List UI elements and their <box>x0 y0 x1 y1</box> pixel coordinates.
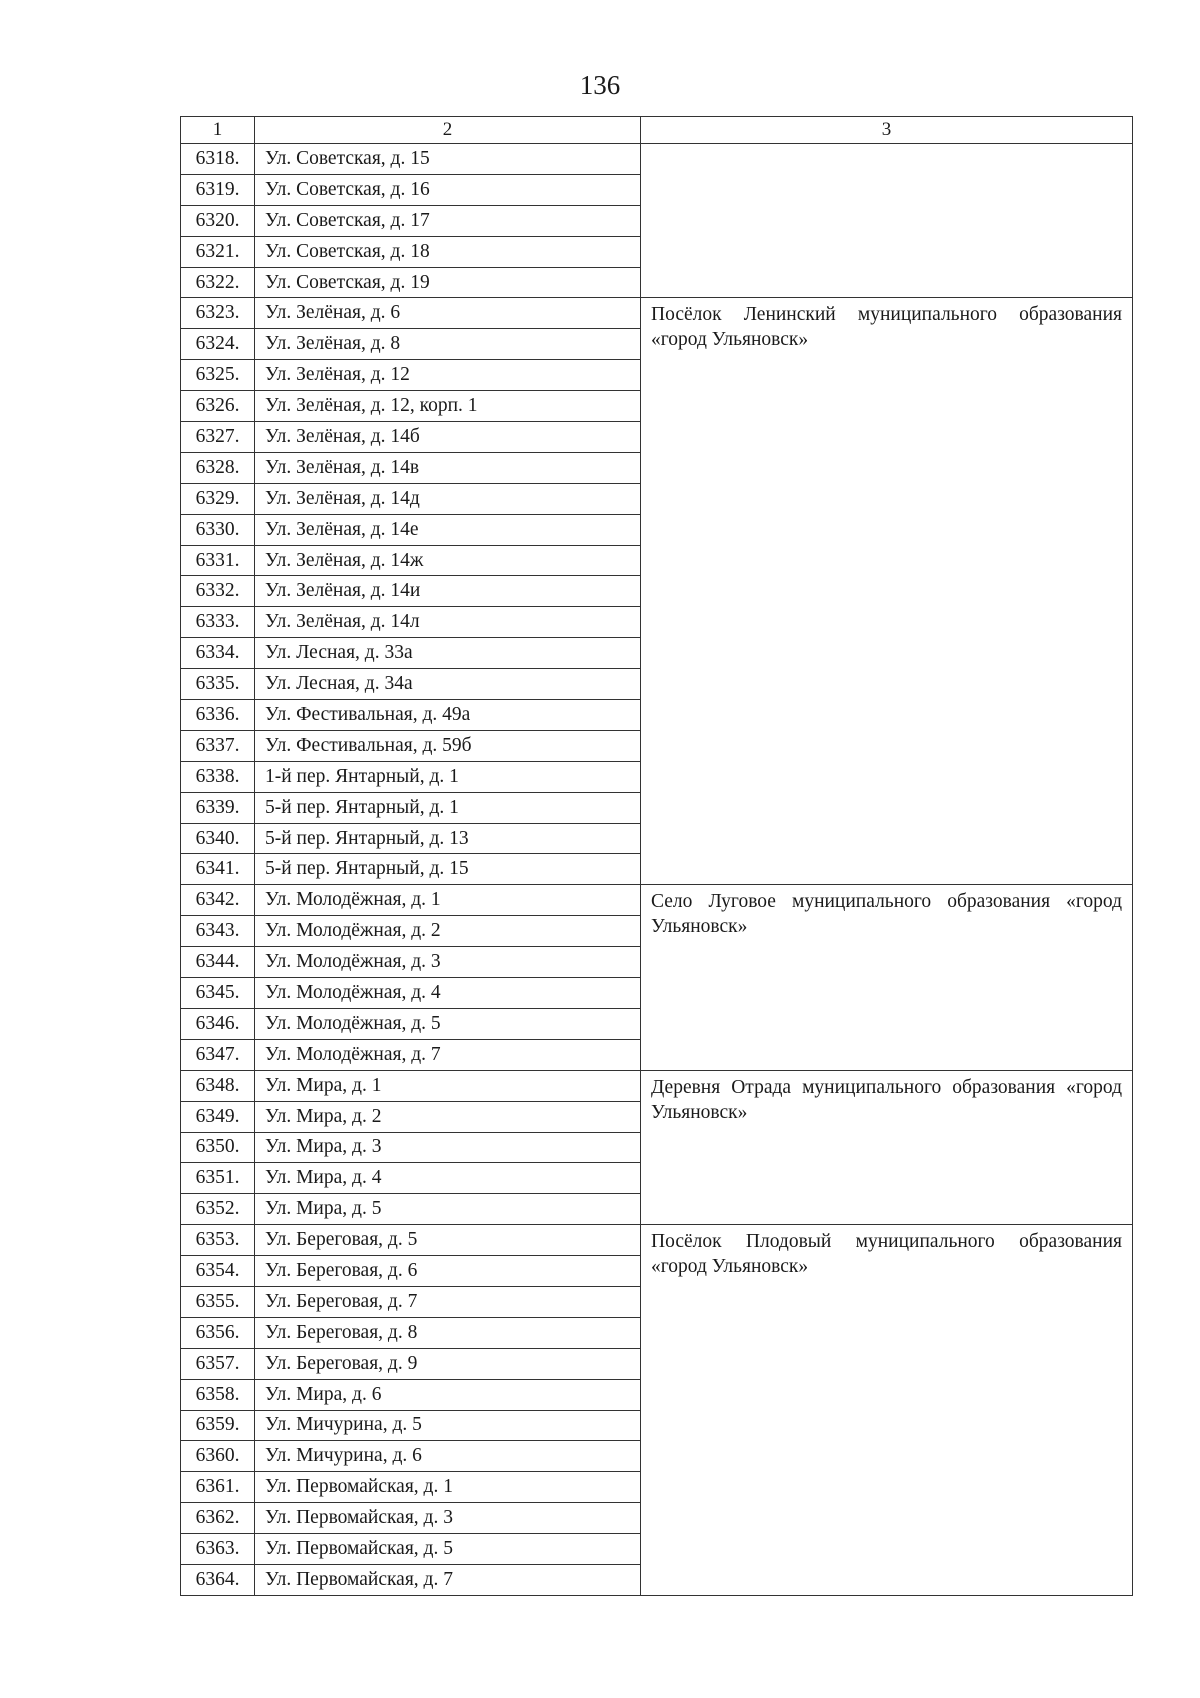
row-address: Ул. Лесная, д. 33а <box>255 638 641 669</box>
row-address: 1-й пер. Янтарный, д. 1 <box>255 761 641 792</box>
row-number: 6340. <box>181 823 255 854</box>
row-number: 6328. <box>181 452 255 483</box>
row-number: 6321. <box>181 236 255 267</box>
table-row <box>181 1225 1133 1256</box>
row-number: 6349. <box>181 1101 255 1132</box>
row-address: 5-й пер. Янтарный, д. 13 <box>255 823 641 854</box>
row-number: 6338. <box>181 761 255 792</box>
settlement-cell: Село Луговое муниципального образования «город Ульяновск» <box>641 885 1133 1070</box>
row-address: Ул. Мичурина, д. 5 <box>255 1410 641 1441</box>
column-header-address: 2 <box>255 117 641 144</box>
row-address: Ул. Зелёная, д. 14е <box>255 514 641 545</box>
row-address: Ул. Зелёная, д. 8 <box>255 329 641 360</box>
row-number: 6329. <box>181 483 255 514</box>
row-address: Ул. Береговая, д. 6 <box>255 1256 641 1287</box>
row-address: Ул. Молодёжная, д. 7 <box>255 1039 641 1070</box>
row-address: Ул. Зелёная, д. 14ж <box>255 545 641 576</box>
row-number: 6353. <box>181 1225 255 1256</box>
row-address: Ул. Советская, д. 18 <box>255 236 641 267</box>
row-number: 6347. <box>181 1039 255 1070</box>
table-row <box>181 1070 1133 1101</box>
row-number: 6357. <box>181 1348 255 1379</box>
row-address: Ул. Зелёная, д. 6 <box>255 298 641 329</box>
row-number: 6335. <box>181 669 255 700</box>
settlement-cell: Посёлок Плодовый муниципального образования «город Ульяновск» <box>641 1225 1133 1596</box>
row-address: Ул. Советская, д. 16 <box>255 174 641 205</box>
row-address: 5-й пер. Янтарный, д. 15 <box>255 854 641 885</box>
row-number: 6344. <box>181 947 255 978</box>
row-number: 6318. <box>181 144 255 175</box>
row-number: 6350. <box>181 1132 255 1163</box>
row-address: Ул. Зелёная, д. 12 <box>255 360 641 391</box>
table-row <box>181 298 1133 329</box>
row-number: 6339. <box>181 792 255 823</box>
row-number: 6343. <box>181 916 255 947</box>
row-address: Ул. Береговая, д. 9 <box>255 1348 641 1379</box>
row-number: 6325. <box>181 360 255 391</box>
row-address: Ул. Молодёжная, д. 4 <box>255 978 641 1009</box>
row-address: Ул. Первомайская, д. 5 <box>255 1534 641 1565</box>
table-row <box>181 885 1133 916</box>
row-number: 6352. <box>181 1194 255 1225</box>
row-address: Ул. Фестивальная, д. 49а <box>255 700 641 731</box>
row-number: 6341. <box>181 854 255 885</box>
row-number: 6348. <box>181 1070 255 1101</box>
row-address: Ул. Первомайская, д. 3 <box>255 1503 641 1534</box>
row-number: 6354. <box>181 1256 255 1287</box>
page-number: 136 <box>579 70 621 100</box>
settlement-cell <box>641 144 1133 298</box>
row-address: Ул. Мира, д. 5 <box>255 1194 641 1225</box>
row-number: 6327. <box>181 422 255 453</box>
row-number: 6360. <box>181 1441 255 1472</box>
row-address: Ул. Первомайская, д. 7 <box>255 1564 641 1595</box>
row-address: Ул. Мира, д. 2 <box>255 1101 641 1132</box>
row-number: 6342. <box>181 885 255 916</box>
row-number: 6346. <box>181 1008 255 1039</box>
row-number: 6326. <box>181 391 255 422</box>
row-address: Ул. Первомайская, д. 1 <box>255 1472 641 1503</box>
row-address: Ул. Советская, д. 15 <box>255 144 641 175</box>
row-number: 6336. <box>181 700 255 731</box>
row-number: 6355. <box>181 1286 255 1317</box>
row-number: 6356. <box>181 1317 255 1348</box>
row-number: 6345. <box>181 978 255 1009</box>
row-number: 6322. <box>181 267 255 298</box>
column-header-number: 1 <box>181 117 255 144</box>
row-address: Ул. Мичурина, д. 6 <box>255 1441 641 1472</box>
row-address: Ул. Зелёная, д. 14д <box>255 483 641 514</box>
row-number: 6361. <box>181 1472 255 1503</box>
row-number: 6320. <box>181 205 255 236</box>
row-address: Ул. Зелёная, д. 12, корп. 1 <box>255 391 641 422</box>
row-number: 6323. <box>181 298 255 329</box>
row-address: Ул. Зелёная, д. 14и <box>255 576 641 607</box>
row-address: Ул. Молодёжная, д. 3 <box>255 947 641 978</box>
row-address: Ул. Молодёжная, д. 1 <box>255 885 641 916</box>
row-number: 6332. <box>181 576 255 607</box>
row-number: 6324. <box>181 329 255 360</box>
row-address: Ул. Лесная, д. 34а <box>255 669 641 700</box>
row-number: 6362. <box>181 1503 255 1534</box>
row-number: 6331. <box>181 545 255 576</box>
row-number: 6351. <box>181 1163 255 1194</box>
row-number: 6358. <box>181 1379 255 1410</box>
row-address: Ул. Береговая, д. 7 <box>255 1286 641 1317</box>
row-address: Ул. Мира, д. 3 <box>255 1132 641 1163</box>
row-address: Ул. Зелёная, д. 14в <box>255 452 641 483</box>
row-number: 6319. <box>181 174 255 205</box>
row-address: Ул. Советская, д. 19 <box>255 267 641 298</box>
row-address: Ул. Молодёжная, д. 5 <box>255 1008 641 1039</box>
row-address: Ул. Мира, д. 6 <box>255 1379 641 1410</box>
row-number: 6334. <box>181 638 255 669</box>
row-address: Ул. Мира, д. 4 <box>255 1163 641 1194</box>
row-address: Ул. Мира, д. 1 <box>255 1070 641 1101</box>
row-address: 5-й пер. Янтарный, д. 1 <box>255 792 641 823</box>
row-number: 6364. <box>181 1564 255 1595</box>
table-body <box>181 144 1133 1596</box>
row-number: 6363. <box>181 1534 255 1565</box>
row-number: 6330. <box>181 514 255 545</box>
row-number: 6337. <box>181 730 255 761</box>
column-header-settlement: 3 <box>641 117 1133 144</box>
row-number: 6333. <box>181 607 255 638</box>
row-address: Ул. Молодёжная, д. 2 <box>255 916 641 947</box>
settlement-cell: Деревня Отрада муниципального образования «город Ульяновск» <box>641 1070 1133 1224</box>
row-address: Ул. Фестивальная, д. 59б <box>255 730 641 761</box>
row-address: Ул. Зелёная, д. 14л <box>255 607 641 638</box>
row-address: Ул. Береговая, д. 5 <box>255 1225 641 1256</box>
table-row <box>181 144 1133 175</box>
table-header-row <box>181 117 1133 144</box>
row-address: Ул. Зелёная, д. 14б <box>255 422 641 453</box>
address-table <box>180 116 1133 1596</box>
row-address: Ул. Береговая, д. 8 <box>255 1317 641 1348</box>
settlement-cell: Посёлок Ленинский муниципального образования «город Ульяновск» <box>641 298 1133 885</box>
row-address: Ул. Советская, д. 17 <box>255 205 641 236</box>
row-number: 6359. <box>181 1410 255 1441</box>
